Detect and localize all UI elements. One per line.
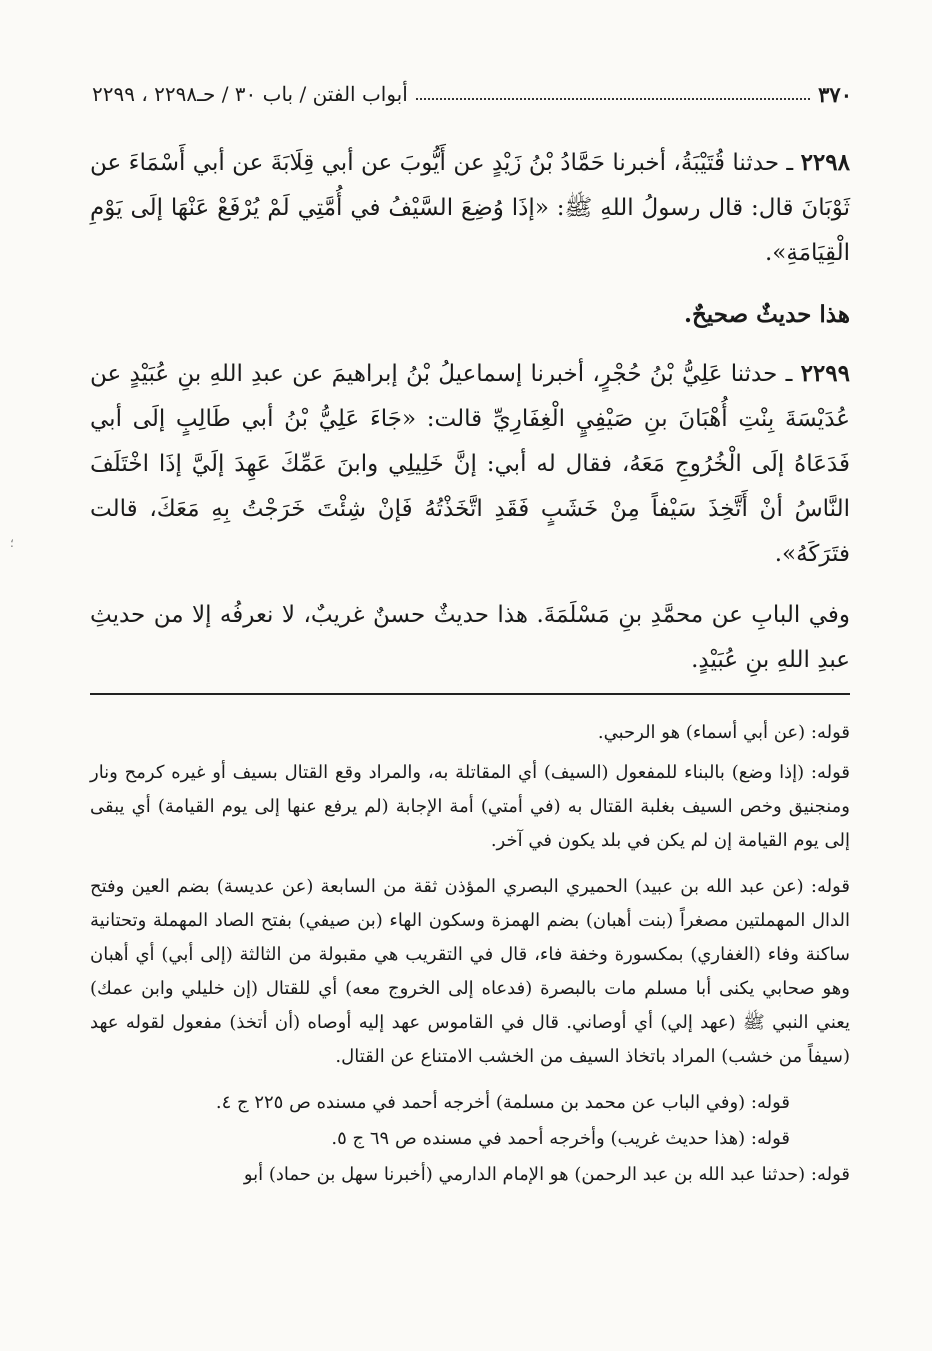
page-number: ٣٧٠	[818, 81, 852, 107]
running-title: أبواب الفتن / باب ٣٠ / حـ٢٢٩٨ ، ٢٢٩٩	[92, 82, 408, 106]
footnote: قوله: (إذا وضع) بالبناء للمفعول (السيف) أي المقاتلة به، والمراد وقع القتال بسيف أو غيره كرمح ونار ومنجنيق وخص السيف بغلبة القتال به (في أمتي) أمة الإجابة (لم يرفع عنها إلى يوم القيامة) أي يبقى إلى يوم القيامة إن لم يكن في بلد يكون في آخر.	[90, 762, 850, 851]
leader-dots	[416, 98, 810, 100]
margin-mark: ؛	[10, 536, 14, 550]
footnote: قوله: (عن عبد الله بن عبيد) الحميري البصري المؤذن ثقة من السابعة (عن عديسة) بضم العين وفتح الدال المهملتين مصغراً (بنت أهبان) بضم الهمزة وسكون الهاء (بن صيفي) بفتح الصاد المهملة وتحتانية ساكنة وفاء (الغفاري) بمكسورة وخفة فاء، قال في التقريب هي مقبولة من الثالثة (إلى أبي) أي أهبان وهو صحابي يكنى أبا مسلم مات بالبصرة (فدعاه إلى الخروج معه) أي للقتال (إن خليلي وابن عمك) يعني النبي ﷺ (عهد إلي) أي أوصاني. قال في القاموس عهد إليه أوصاه (أن أتخذ) مفعول لقوله عهد (سيفاً من خشب) المراد باتخاذ السيف من الخشب الامتناع عن القتال.	[90, 876, 850, 1067]
hadith-text: ـ حدثنا عَلِيُّ بْنُ حُجْرٍ، أخبرنا إسماعيلُ بْنُ إبراهيمَ عن عبدِ اللهِ بنِ عُبَيْدٍ عن عُدَيْسَةَ بِنْتِ أُهْبَانَ بنِ صَيْفِيٍ الْغِفَارِيِّ قالت: «جَاءَ عَلِيُّ بْنُ أبي طَالِبٍ إلَى أبي فَدَعَاهُ إلَى الْخُرُوجِ مَعَهُ، فقال له أبي: إنَّ خَلِيلِي وابنَ عَمِّكَ عَهِدَ إلَيَّ إذَا اخْتَلَفَ النَّاسُ أنْ أَتَّخِذَ سَيْفاً مِنْ خَشَبٍ فَقَدِ اتَّخَذْتُهُ فَإنْ شِئْتَ خَرَجْتُ بِهِ مَعَكَ، قالت فتَرَكَهُ».	[90, 361, 850, 567]
footnotes	[90, 716, 850, 1198]
hadith-2298	[90, 140, 850, 276]
hadith-ruling: هذا حديثٌ صحيحٌ.	[683, 301, 850, 328]
footnote: قوله: (حدثنا عبد الله بن عبد الرحمن) هو الإمام الدارمي (أخبرنا سهل بن حماد) أبو	[243, 1164, 850, 1185]
hadith-number: ٢٢٩٨	[800, 149, 850, 176]
footnote-divider	[90, 693, 850, 695]
hadith-ruling: وفي البابِ عن محمَّدِ بنِ مَسْلَمَةَ. هذا حديثٌ حسنٌ غريبٌ، لا نعرفُه إلا من حديثِ عبدِ اللهِ بنِ عُبَيْدٍ.	[90, 602, 850, 673]
running-header	[92, 76, 852, 112]
footnote: قوله: (هذا حديث غريب) وأخرجه أحمد في مسنده ص ٦٩ ج ٥.	[331, 1128, 790, 1149]
hadith-number: ٢٢٩٩	[800, 360, 850, 387]
footnote: قوله: (عن أبي أسماء) هو الرحبي.	[597, 722, 850, 743]
main-text	[90, 140, 850, 699]
footnote: قوله: (وفي الباب عن محمد بن مسلمة) أخرجه أحمد في مسنده ص ٢٢٥ ج ٤.	[215, 1092, 790, 1113]
hadith-2299	[90, 351, 850, 577]
hadith-text: ـ حدثنا قُتَيْبَةُ، أخبرنا حَمَّادُ بْنُ زَيْدٍ عن أَيُّوبَ عن أبي قِلَابَةَ عن أبي أَسْمَاءَ عن ثَوْبَانَ قال: قال رسولُ اللهِ ﷺ: «إذَا وُضِعَ السَّيْفُ في أُمَّتِي لَمْ يُرْفَعْ عَنْهَا إلَى يَوْمِ الْقِيَامَةِ».	[90, 150, 850, 266]
